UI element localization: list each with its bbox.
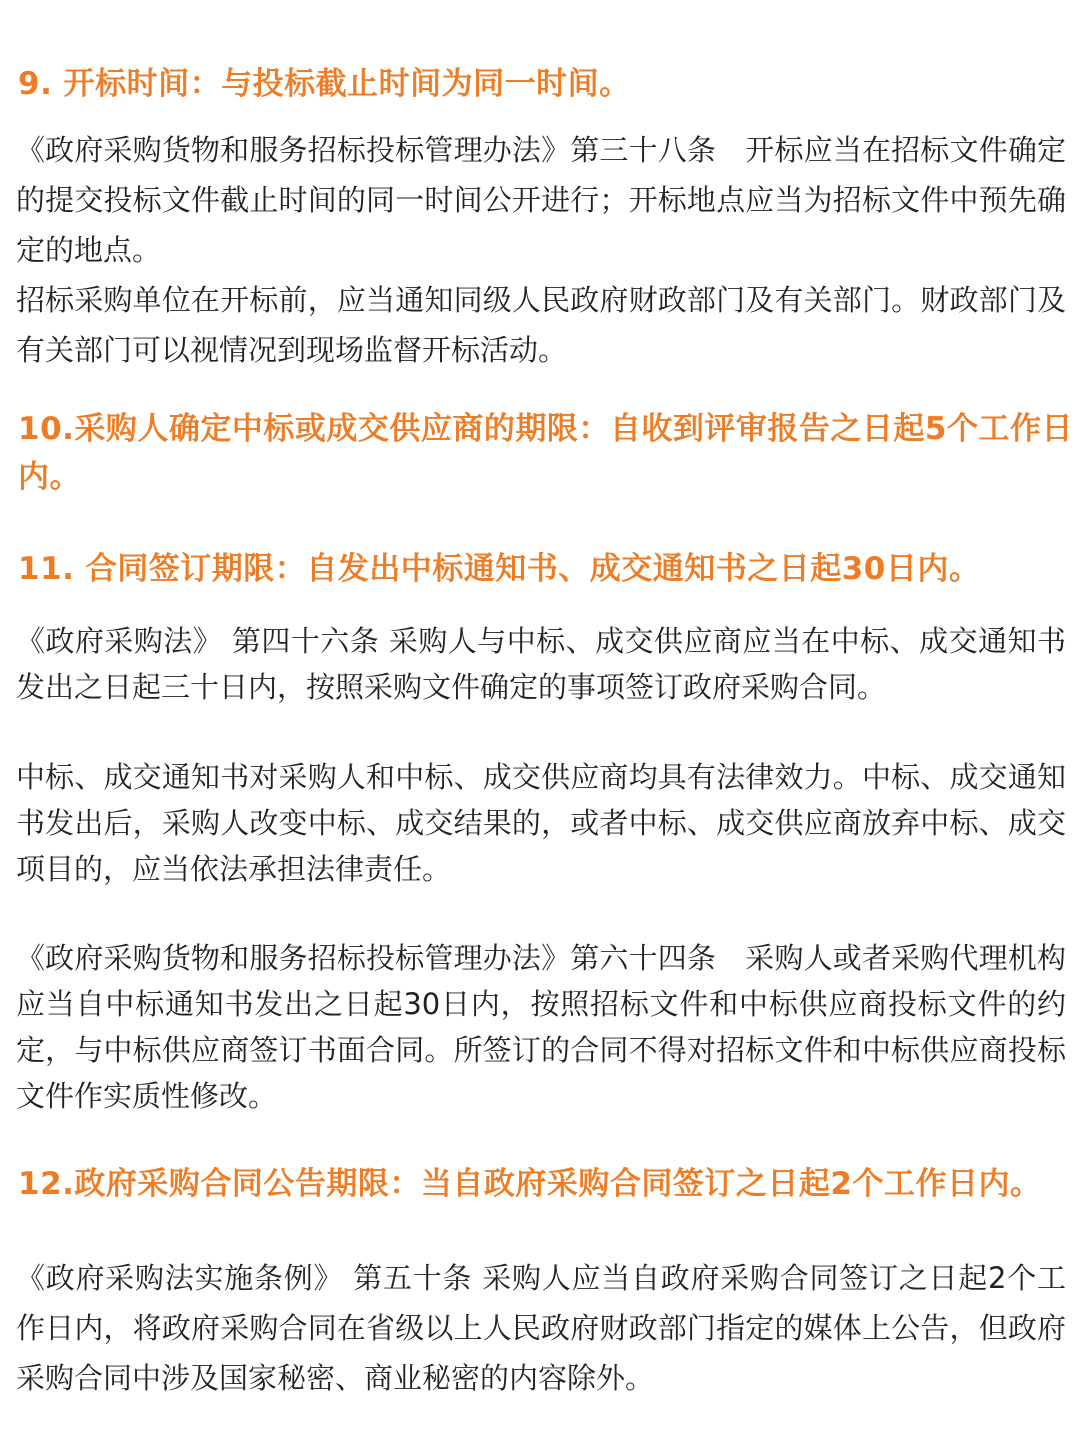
section-9-paragraph-2: 招标采购单位在开标前，应当通知同级人民政府财政部门及有关部门。财政部门及有关部门可以视情况到现场监督开标活动。 (16, 283, 1066, 367)
section-heading-9: 9. 开标时间：与投标截止时间为同一时间。 (18, 66, 631, 102)
section-12-paragraph-1: 《政府采购法实施条例》 第五十条 采购人应当自政府采购合同签订之日起2个工作日内，将政府采购合同在省级以上人民政府财政部门指定的媒体上公告，但政府采购合同中涉及国家秘密、商业秘密的内容除外。 (16, 1261, 1066, 1395)
section-11-paragraph-2: 中标、成交通知书对采购人和中标、成交供应商均具有法律效力。中标、成交通知书发出后，采购人改变中标、成交结果的，或者中标、成交供应商放弃中标、成交项目的，应当依法承担法律责任。 (16, 760, 1066, 886)
section-heading-11: 11. 合同签订期限：自发出中标通知书、成交通知书之日起30日内。 (18, 551, 981, 587)
section-9-paragraph-1: 《政府采购货物和服务招标投标管理办法》第三十八条 开标应当在招标文件确定的提交投标文件截止时间的同一时间公开进行；开标地点应当为招标文件中预先确定的地点。 (16, 133, 1066, 267)
section-heading-12: 12.政府采购合同公告期限：当自政府采购合同签订之日起2个工作日内。 (18, 1166, 1042, 1202)
section-11-paragraph-3: 《政府采购货物和服务招标投标管理办法》第六十四条 采购人或者采购代理机构应当自中标通知书发出之日起30日内，按照招标文件和中标供应商投标文件的约定，与中标供应商签订书面合同。所签订的合同不得对招标文件和中标供应商投标文件作实质性修改。 (16, 941, 1066, 1113)
section-11-paragraph-1: 《政府采购法》 第四十六条 采购人与中标、成交供应商应当在中标、成交通知书发出之日起三十日内，按照采购文件确定的事项签订政府采购合同。 (16, 624, 1066, 704)
section-heading-10: 10.采购人确定中标或成交供应商的期限：自收到评审报告之日起5个工作日内。 (18, 411, 1073, 495)
